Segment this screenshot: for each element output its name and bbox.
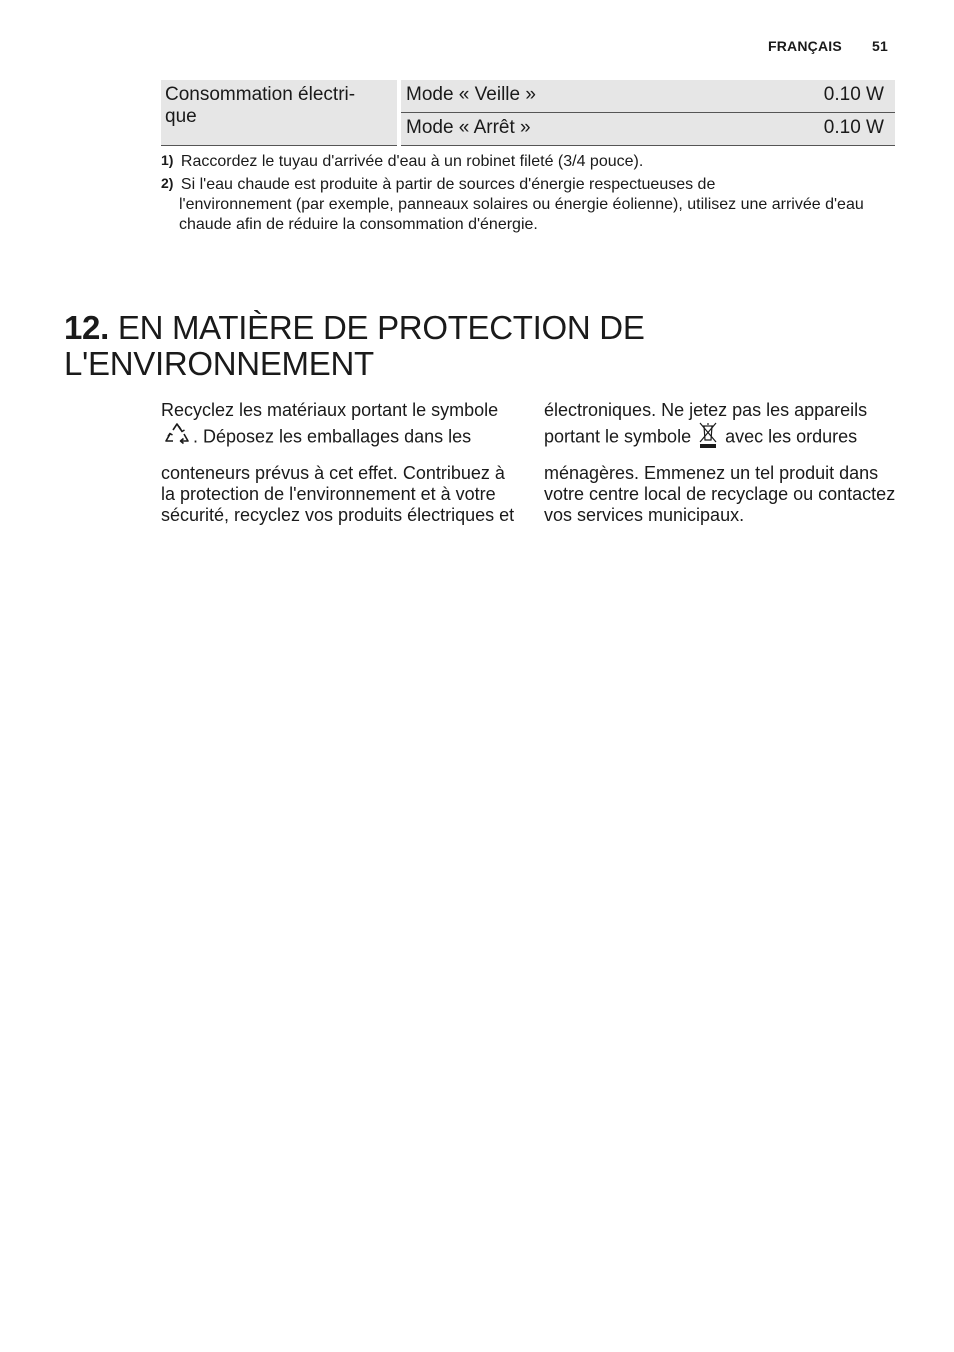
section-number: 12.	[64, 309, 109, 346]
recycle-icon	[163, 421, 191, 454]
table-mode-cell	[401, 113, 722, 146]
paragraph-line: . Déposez les emballages dans les	[193, 426, 472, 447]
paragraph-line: portant le symbole	[544, 426, 692, 447]
footnote-2	[161, 175, 891, 235]
mode-standby-value: 0.10 W	[823, 84, 884, 105]
mode-standby-label: Mode « Veille »	[406, 84, 536, 105]
page-number: 51	[872, 38, 888, 54]
table-label: Consommation électri- que	[165, 84, 356, 127]
paragraph-line: avec les ordures	[725, 426, 858, 447]
header-language: FRANÇAIS	[767, 38, 842, 54]
paragraph-line: Recyclez les matériaux portant le symbole	[161, 400, 499, 420]
footnotes	[161, 152, 891, 238]
section-title	[64, 310, 645, 382]
power-consumption-table	[161, 80, 895, 146]
page-header	[768, 38, 888, 54]
footnote-marker: 2)	[161, 175, 174, 191]
paragraph-text: conteneurs prévus à cet effet. Contribuez à la protection de l'environnement et à votre sécurité, recyclez vos produits électriques et	[161, 463, 515, 525]
section-title-line1: EN MATIÈRE DE PROTECTION DE	[117, 309, 645, 346]
table-value-cell	[722, 113, 896, 146]
table-value-cell	[722, 80, 896, 113]
paragraph-line: électroniques. Ne jetez pas les appareils	[544, 400, 868, 420]
mode-off-value: 0.10 W	[823, 117, 884, 138]
section-title-line2: L'ENVIRONNEMENT	[64, 345, 374, 382]
left-column	[161, 400, 521, 526]
footnote-text: Raccordez le tuyau d'arrivée d'eau à un robinet fileté (3/4 pouce).	[180, 153, 644, 170]
right-column	[544, 400, 896, 526]
mode-off-label: Mode « Arrêt »	[406, 117, 531, 138]
footnote-text-continued: l'environnement (par exemple, panneaux solaires ou énergie éolienne), utilisez une arrivée d'eau chaude afin de réduire la consommation d'énergie.	[179, 196, 864, 233]
table-label-cell	[161, 80, 397, 146]
footnote-1	[161, 152, 891, 172]
footnote-text: Si l'eau chaude est produite à partir de sources d'énergie respectueuses de	[180, 176, 716, 193]
table-row	[161, 80, 895, 113]
paragraph-text: ménagères. Emmenez un tel produit dans votre centre local de recyclage ou contactez vos services municipaux.	[544, 463, 896, 525]
footnote-marker: 1)	[161, 152, 174, 168]
table-mode-cell	[401, 80, 722, 113]
crossed-bin-icon	[698, 421, 718, 454]
